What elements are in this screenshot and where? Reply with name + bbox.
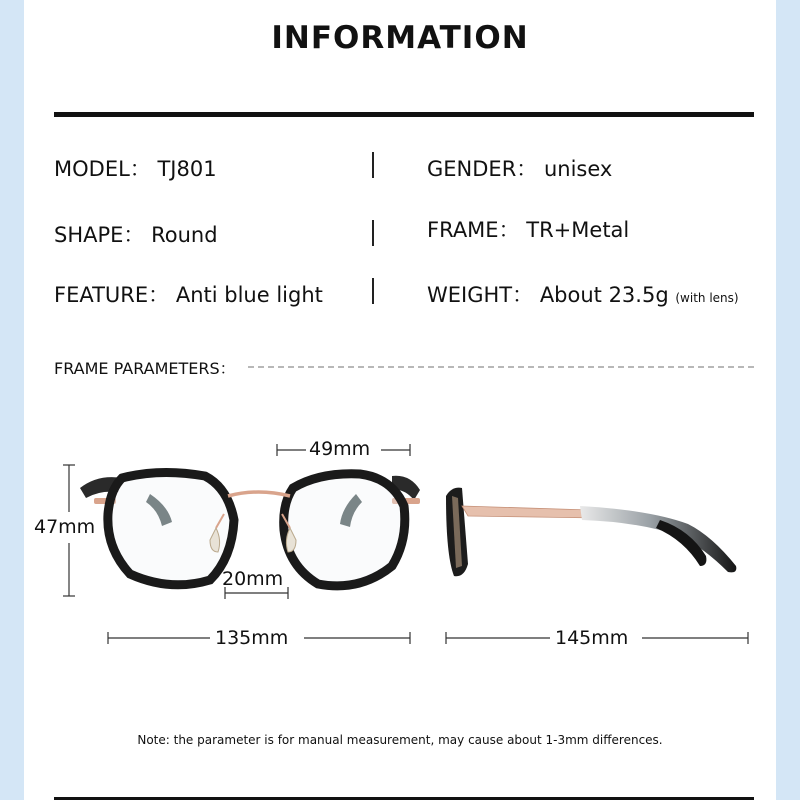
frame-width-label: 135mm xyxy=(215,627,289,649)
lens-height-label: 47mm xyxy=(34,516,96,538)
spec-frame-value: TR+Metal xyxy=(526,218,630,242)
spec-model-label: MODEL： xyxy=(54,157,151,181)
page-title: INFORMATION xyxy=(271,20,529,56)
spec-frame-label: FRAME： xyxy=(427,218,520,242)
measurement-footnote: Note: the parameter is for manual measurement, may cause about 1-3mm differences. xyxy=(137,733,663,747)
bridge-width-label: 20mm xyxy=(222,568,284,590)
spec-gender-label: GENDER： xyxy=(427,157,538,181)
spec-weight-value: About 23.5g xyxy=(539,283,669,307)
spec-shape-value: Round xyxy=(151,223,218,247)
spec-feature-label: FEATURE： xyxy=(54,283,170,307)
spec-weight-note: (with lens) xyxy=(675,291,739,305)
spec-gender-value: unisex xyxy=(543,157,613,181)
spec-model-value: TJ801 xyxy=(157,157,217,181)
frame-parameters-label: FRAME PARAMETERS： xyxy=(54,359,236,378)
spec-weight-label: WEIGHT： xyxy=(427,283,534,307)
spec-shape-label: SHAPE： xyxy=(54,223,145,247)
lens-width-label: 49mm xyxy=(309,438,371,460)
spec-feature-value: Anti blue light xyxy=(175,283,323,307)
side-view xyxy=(446,488,736,577)
temple-length-label: 145mm xyxy=(555,627,629,649)
